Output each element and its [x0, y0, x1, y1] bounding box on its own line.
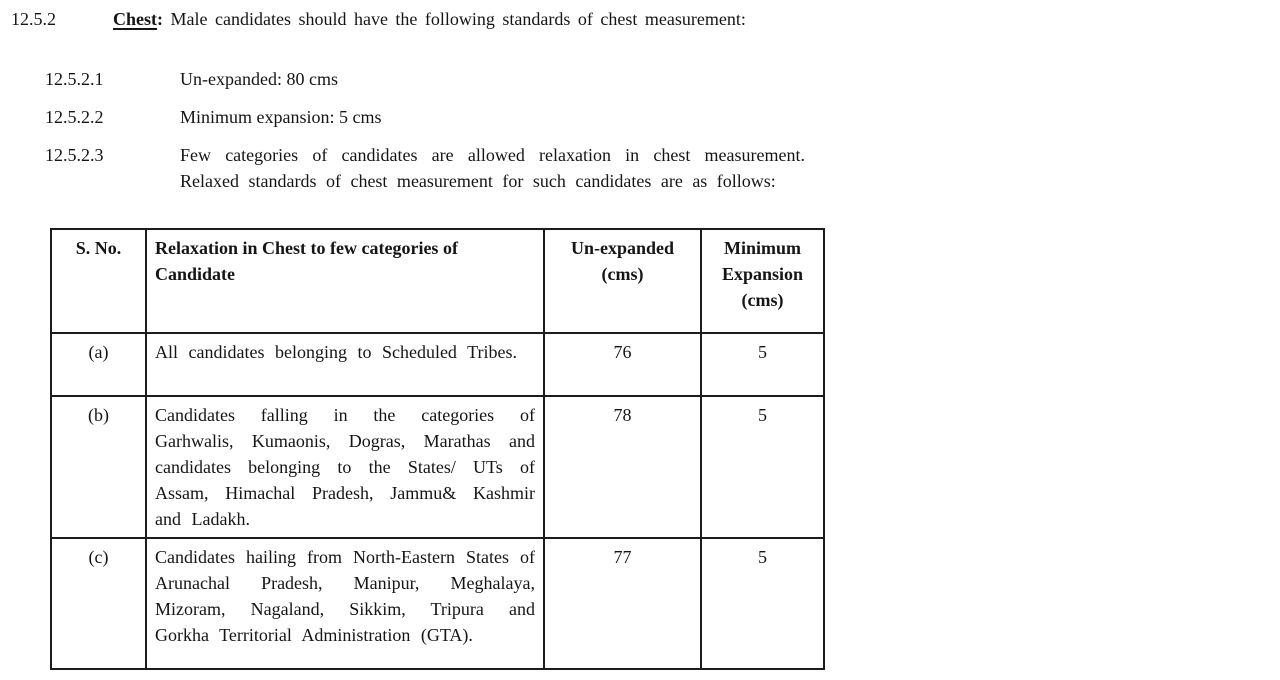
cell-description: All candidates belonging to Scheduled Tribes. — [146, 333, 544, 396]
header-relaxation-category: Relaxation in Chest to few categories of Candidate — [146, 229, 544, 333]
cell-sno: (a) — [51, 333, 146, 396]
section-heading-colon: : — [157, 9, 163, 29]
cell-unexpanded: 78 — [544, 396, 701, 538]
relaxation-table — [50, 228, 825, 670]
table-header-row — [51, 229, 824, 333]
subsection-number: 12.5.2.2 — [45, 107, 104, 127]
section-heading-paragraph — [113, 6, 805, 32]
cell-min-expansion: 5 — [701, 538, 824, 669]
section-number: 12.5.2 — [11, 9, 56, 29]
cell-min-expansion: 5 — [701, 396, 824, 538]
cell-sno: (b) — [51, 396, 146, 538]
subsection-text: Few categories of candidates are allowed relaxation in chest measurement. Relaxed standards of chest measurement for such candidates are as follows: — [180, 145, 805, 191]
cell-unexpanded: 77 — [544, 538, 701, 669]
header-unexpanded: Un-expanded (cms) — [544, 229, 701, 333]
cell-description: Candidates hailing from North-Eastern States of Arunachal Pradesh, Manipur, Meghalaya, Mizoram, Nagaland, Sikkim, Tripura and Gorkha Territorial Administration (GTA). — [146, 538, 544, 669]
table-row — [51, 396, 824, 538]
table-row — [51, 538, 824, 669]
header-min-expansion: Minimum Expansion (cms) — [701, 229, 824, 333]
cell-description: Candidates falling in the categories of Garhwalis, Kumaonis, Dogras, Marathas and candidates belonging to the States/ UTs of Assam, Himachal Pradesh, Jammu& Kashmir and Ladakh. — [146, 396, 544, 538]
header-sno: S. No. — [51, 229, 146, 333]
table-row — [51, 333, 824, 396]
subsection-text: Minimum expansion: 5 cms — [180, 107, 382, 127]
section-heading-body: Male candidates should have the following standards of chest measurement: — [170, 9, 746, 29]
section-heading — [113, 9, 163, 29]
cell-min-expansion: 5 — [701, 333, 824, 396]
subsection-text: Un-expanded: 80 cms — [180, 69, 338, 89]
cell-sno: (c) — [51, 538, 146, 669]
subsection-number: 12.5.2.3 — [45, 145, 104, 165]
cell-unexpanded: 76 — [544, 333, 701, 396]
subsection-number: 12.5.2.1 — [45, 69, 104, 89]
relaxation-table-container — [50, 228, 825, 670]
section-heading-word: Chest — [113, 9, 157, 29]
